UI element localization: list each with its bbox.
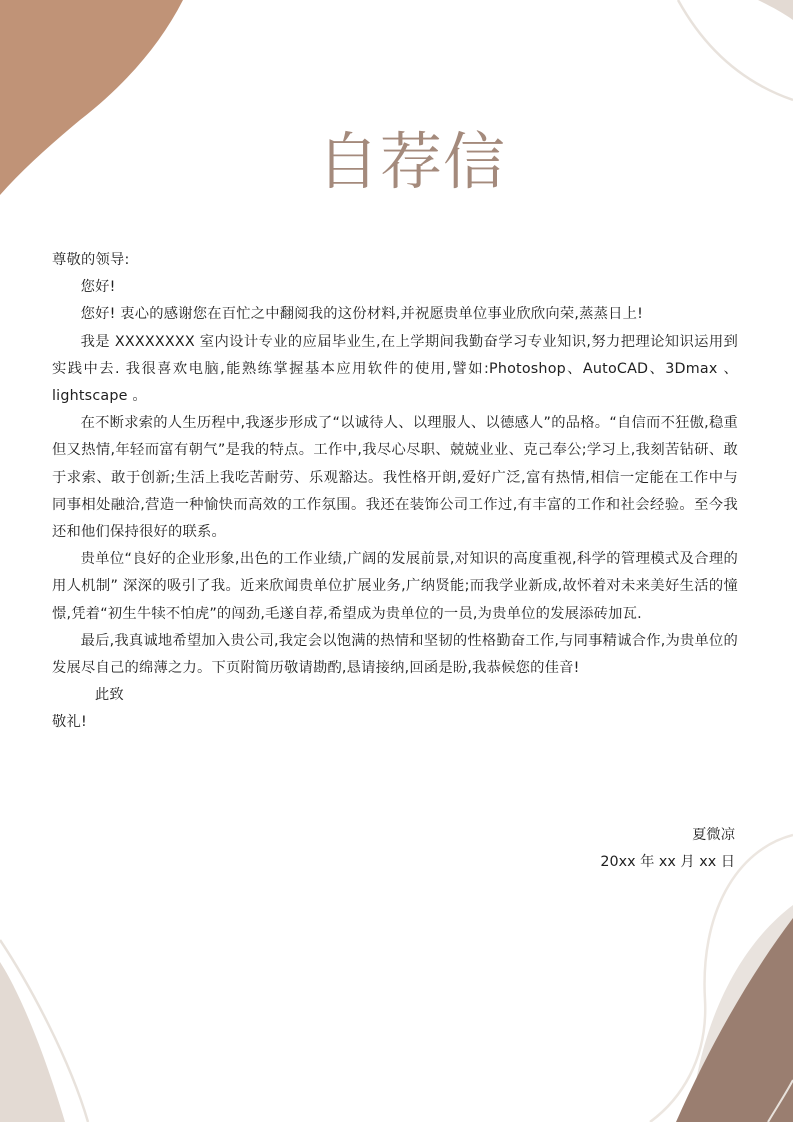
bottom-right-shape [676,918,793,1122]
paragraph-closing: 最后,我真诚地希望加入贵公司,我定会以饱满的热情和坚韧的性格勤奋工作,与同事精诚合作,为贵单位的发展尽自己的绵薄之力。下页附简历敬请勘酌,恳请接纳,回函是盼,我恭候您的佳音! [52,632,738,677]
salutation: 尊敬的领导: [52,252,130,268]
bottom-left-shape [0,962,65,1122]
top-right-curve [678,0,793,100]
page-title: 自荐信 [316,125,506,198]
letter-body [52,247,738,737]
closing-line-1: 此致 [94,687,124,704]
paragraph-thanks: 您好! 衷心的感谢您在百忙之中翻阅我的这份材料,并祝愿贵单位事业欣欣向荣,蒸蒸日上! [80,306,644,323]
bottom-right-light-shape [690,905,793,1122]
paragraph-motivation: 贵单位“良好的企业形象,出色的工作业绩,广阔的发展前景,对知识的高度重视,科学的管理模式及合理的用人机制” 深深的吸引了我。近来欣闻贵单位扩展业务,广纳贤能;而我学业新成,故怀着对未来美好生活的憧憬,凭着“初生牛犊不怕虎”的闯劲,毛遂自荐,希望成为贵单位的一员,为贵单位的发展添砖加瓦. [52,551,738,622]
paragraph-character: 在不断求索的人生历程中,我逐步形成了“以诚待人、以理服人、以德感人”的品格。“自信而不狂傲,稳重但又热情,年轻而富有朝气”是我的特点。工作中,我尽心尽职、兢兢业业、克己奉公;学习上,我刻苦钻研、敢于求索、敢于创新;生活上我吃苦耐劳、乐观豁达。我性格开朗,爱好广泛,富有热情,相信一定能在工作中与同事相处融洽,营造一种愉快而高效的工作氛围。我还在装饰公司工作过,有丰富的工作和社会经验。至今我还和他们保持很好的联系。 [52,415,738,541]
greeting: 您好! [80,279,116,296]
signer-date: 20xx 年 xx 月 xx 日 [600,854,735,871]
signer-name: 夏微凉 [692,827,735,843]
bottom-right-curve [650,835,793,1122]
bottom-left-curve [0,940,88,1122]
bottom-right-inner-curve [768,1080,793,1122]
paragraph-introduction: 我是 XXXXXXXX 室内设计专业的应届毕业生,在上学期间我勤奋学习专业知识,努力把理论知识运用到实践中去. 我很喜欢电脑,能熟练掌握基本应用软件的使用,譬如:Photoshop、AutoCAD、3Dmax 、lightscape 。 [52,333,738,405]
top-right-shape [758,0,793,20]
signature-block [600,822,735,876]
closing-line-2: 敬礼! [52,714,87,731]
